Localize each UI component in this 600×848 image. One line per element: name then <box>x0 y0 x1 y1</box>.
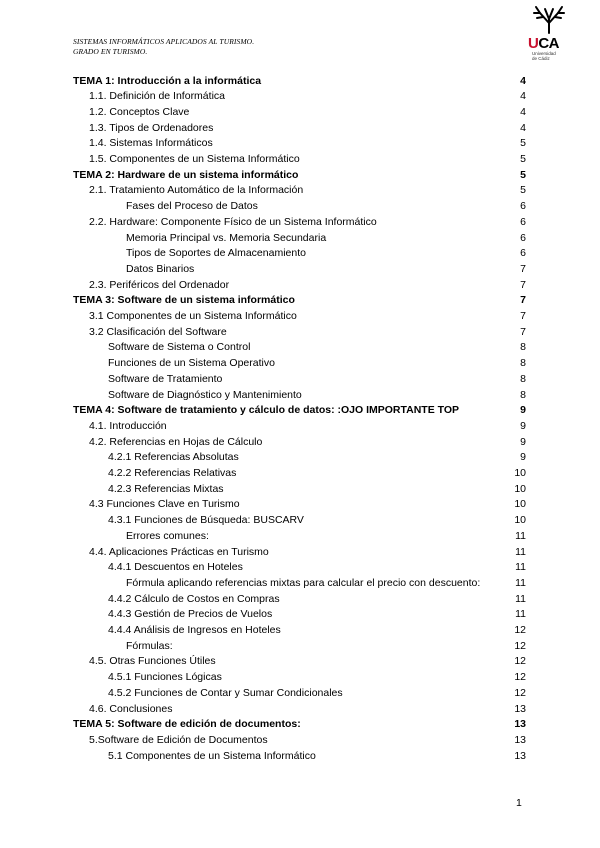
toc-entry[interactable] <box>108 466 526 481</box>
toc-entry[interactable] <box>89 89 526 104</box>
toc-entry[interactable] <box>126 528 526 543</box>
toc-entry-page: 5 <box>520 137 526 150</box>
toc-entry[interactable] <box>126 575 526 590</box>
toc-entry-title: TEMA 3: Software de un sistema informático <box>73 294 295 307</box>
toc-entry-page: 12 <box>514 671 526 684</box>
toc-entry-title: 1.1. Definición de Informática <box>89 90 225 103</box>
toc-entry[interactable] <box>108 356 526 371</box>
toc-entry-page: 11 <box>515 576 526 589</box>
toc-entry-title: 4.5. Otras Funciones Útiles <box>89 655 216 668</box>
toc-entry-title: 4.1. Introducción <box>89 419 167 432</box>
toc-entry[interactable] <box>108 591 526 606</box>
toc-entry-page: 9 <box>520 419 526 432</box>
toc-entry[interactable] <box>108 670 526 685</box>
toc-entry[interactable] <box>89 183 526 198</box>
toc-entry[interactable] <box>89 277 526 292</box>
toc-chapter-entry[interactable] <box>73 293 526 308</box>
toc-entry-title: 3.1 Componentes de un Sistema Informático <box>89 310 297 322</box>
toc-entry[interactable] <box>108 481 526 496</box>
toc-entry-title: 4.4.4 Análisis de Ingresos en Hoteles <box>108 624 281 636</box>
toc-entry[interactable] <box>108 607 526 622</box>
toc-entry-title: Fases del Proceso de Datos <box>126 200 258 213</box>
toc-entry-title: Funciones de un Sistema Operativo <box>108 357 275 370</box>
toc-entry-title: 2.2. Hardware: Componente Físico de un Sistema Informático <box>89 215 377 228</box>
toc-entry[interactable] <box>89 120 526 135</box>
toc-entry-page: 6 <box>520 215 526 228</box>
toc-entry-title: Fórmula aplicando referencias mixtas para calcular el precio con descuento: <box>126 576 481 589</box>
toc-entry-title: 5.1 Componentes de un Sistema Informático <box>108 749 316 762</box>
toc-entry-page: 6 <box>520 247 526 260</box>
toc-entry-title: 3.2 Clasificación del Software <box>89 325 227 338</box>
toc-entry-title: 4.3 Funciones Clave en Turismo <box>89 498 240 511</box>
toc-entry-title: 1.2. Conceptos Clave <box>89 105 190 118</box>
toc-entry-title: Datos Binarios <box>126 262 195 275</box>
toc-entry-page: 12 <box>514 686 526 699</box>
toc-entry[interactable] <box>108 685 526 700</box>
toc-entry-page: 12 <box>514 624 526 636</box>
toc-entry-title: Software de Diagnóstico y Mantenimiento <box>108 388 302 401</box>
toc-entry-page: 8 <box>520 357 526 370</box>
toc-entry-page: 5 <box>520 168 526 181</box>
toc-entry-page: 7 <box>520 325 526 338</box>
toc-entry[interactable] <box>126 230 526 245</box>
toc-entry-title: 4.2.2 Referencias Relativas <box>108 467 237 479</box>
toc-entry-page: 9 <box>520 451 526 464</box>
toc-entry[interactable] <box>89 136 526 151</box>
toc-entry-title: 1.5. Componentes de un Sistema Informático <box>89 153 300 165</box>
toc-chapter-entry[interactable] <box>73 73 526 88</box>
toc-entry[interactable] <box>108 748 526 763</box>
toc-entry-page: 11 <box>515 608 526 621</box>
university-logo <box>528 5 570 65</box>
toc-entry[interactable] <box>89 418 526 433</box>
toc-entry[interactable] <box>89 701 526 716</box>
toc-entry-page: 8 <box>520 341 526 354</box>
toc-entry-page: 10 <box>514 467 526 479</box>
toc-entry-page: 7 <box>520 262 526 275</box>
toc-entry-title: Memoria Principal vs. Memoria Secundaria <box>126 231 327 244</box>
toc-entry-page: 8 <box>520 372 526 385</box>
header-degree: GRADO EN TURISMO. <box>73 47 148 56</box>
toc-entry-page: 7 <box>520 278 526 291</box>
toc-entry-title: 4.4.1 Descuentos en Hoteles <box>108 561 243 574</box>
toc-entry-title: Fórmulas: <box>126 639 173 652</box>
header-course-title: SISTEMAS INFORMÁTICOS APLICADOS AL TURISMO. <box>73 37 255 46</box>
antlers-emblem-icon <box>528 5 570 35</box>
toc-entry-title: TEMA 4: Software de tratamiento y cálculo de datos: :OJO IMPORTANTE TOP <box>73 404 460 417</box>
toc-entry[interactable] <box>89 434 526 449</box>
toc-entry[interactable] <box>89 544 526 559</box>
toc-chapter-entry[interactable] <box>73 167 526 182</box>
toc-entry-page: 5 <box>520 153 526 165</box>
toc-entry-title: 4.5.2 Funciones de Contar y Sumar Condicionales <box>108 686 343 699</box>
toc-entry[interactable] <box>108 623 526 638</box>
toc-entry-page: 8 <box>520 388 526 401</box>
toc-entry-page: 4 <box>520 121 526 134</box>
toc-entry-page: 11 <box>515 529 526 542</box>
toc-entry[interactable] <box>89 497 526 512</box>
toc-entry-title: Software de Sistema o Control <box>108 341 251 354</box>
toc-entry-title: 2.3. Periféricos del Ordenador <box>89 278 230 291</box>
toc-entry-title: 4.2.3 Referencias Mixtas <box>108 482 224 495</box>
toc-entry[interactable] <box>126 246 526 261</box>
toc-entry-page: 10 <box>514 482 526 495</box>
toc-entry-page: 13 <box>514 749 526 762</box>
toc-entry[interactable] <box>108 513 526 528</box>
toc-entry-page: 9 <box>520 435 526 448</box>
toc-entry-page: 6 <box>520 231 526 244</box>
toc-entry-title: Tipos de Soportes de Almacenamiento <box>126 247 306 260</box>
toc-chapter-entry[interactable] <box>73 717 526 732</box>
toc-entry[interactable] <box>108 450 526 465</box>
toc-entry-page: 7 <box>520 310 526 322</box>
toc-entry-title: TEMA 5: Software de edición de documentos: <box>73 718 301 731</box>
toc-entry-page: 4 <box>520 105 526 118</box>
toc-entry-page: 6 <box>520 200 526 213</box>
toc-entry-page: 9 <box>520 404 526 417</box>
toc-entry-title: 1.4. Sistemas Informáticos <box>89 137 213 150</box>
toc-entry[interactable] <box>126 261 526 276</box>
toc-entry-page: 5 <box>520 184 526 197</box>
toc-entry-title: Software de Tratamiento <box>108 372 223 385</box>
toc-entry[interactable] <box>89 732 526 747</box>
toc-entry[interactable] <box>89 309 526 324</box>
toc-entry-page: 13 <box>514 718 526 731</box>
toc-entry[interactable] <box>89 104 526 119</box>
toc-entry-page: 13 <box>514 733 526 746</box>
toc-entry-page: 10 <box>514 498 526 511</box>
toc-entry-title: TEMA 2: Hardware de un sistema informático <box>73 168 299 181</box>
toc-entry-page: 12 <box>514 655 526 668</box>
toc-entry-page: 13 <box>514 702 526 715</box>
toc-entry-page: 11 <box>515 561 526 574</box>
toc-entry[interactable] <box>89 214 526 229</box>
toc-entry-page: 11 <box>515 592 526 605</box>
toc-entry-page: 7 <box>520 294 526 307</box>
toc-chapter-entry[interactable] <box>73 403 526 418</box>
toc-entry-title: 1.3. Tipos de Ordenadores <box>89 121 214 134</box>
toc-entry[interactable] <box>126 199 526 214</box>
toc-entry-title: 5.Software de Edición de Documentos <box>89 733 268 746</box>
toc-entry-title: 2.1. Tratamiento Automático de la Información <box>89 184 304 197</box>
toc-entry[interactable] <box>108 560 526 575</box>
toc-entry-title: 4.6. Conclusiones <box>89 702 173 715</box>
toc-entry-title: 4.4.3 Gestión de Precios de Vuelos <box>108 608 273 621</box>
logo-subtitle: Universidad de Cádiz <box>532 51 556 61</box>
toc-entry-page: 11 <box>515 545 526 558</box>
toc-entry-page: 4 <box>520 74 526 87</box>
toc-entry[interactable] <box>89 654 526 669</box>
toc-entry[interactable] <box>126 638 526 653</box>
toc-entry-title: 4.3.1 Funciones de Búsqueda: BUSCARV <box>108 514 304 527</box>
toc-entry-title: 4.4.2 Cálculo de Costos en Compras <box>108 592 280 605</box>
toc-entry-page: 12 <box>514 639 526 652</box>
logo-wordmark: UCA <box>528 35 560 52</box>
page-number: 1 <box>516 797 522 809</box>
toc-entry[interactable] <box>89 152 526 167</box>
toc-entry-title: TEMA 1: Introducción a la informática <box>73 74 262 87</box>
toc-entry[interactable] <box>108 387 526 402</box>
toc-entry-title: 4.5.1 Funciones Lógicas <box>108 671 222 684</box>
toc-entry[interactable] <box>108 340 526 355</box>
toc-entry-page: 10 <box>514 514 526 527</box>
toc-entry[interactable] <box>108 371 526 386</box>
toc-entry[interactable] <box>89 324 526 339</box>
toc-entry-title: Errores comunes: <box>126 529 209 542</box>
toc-entry-title: 4.4. Aplicaciones Prácticas en Turismo <box>89 545 269 558</box>
toc-entry-page: 4 <box>520 90 526 103</box>
toc-entry-title: 4.2. Referencias en Hojas de Cálculo <box>89 435 263 448</box>
toc-entry-title: 4.2.1 Referencias Absolutas <box>108 451 239 464</box>
